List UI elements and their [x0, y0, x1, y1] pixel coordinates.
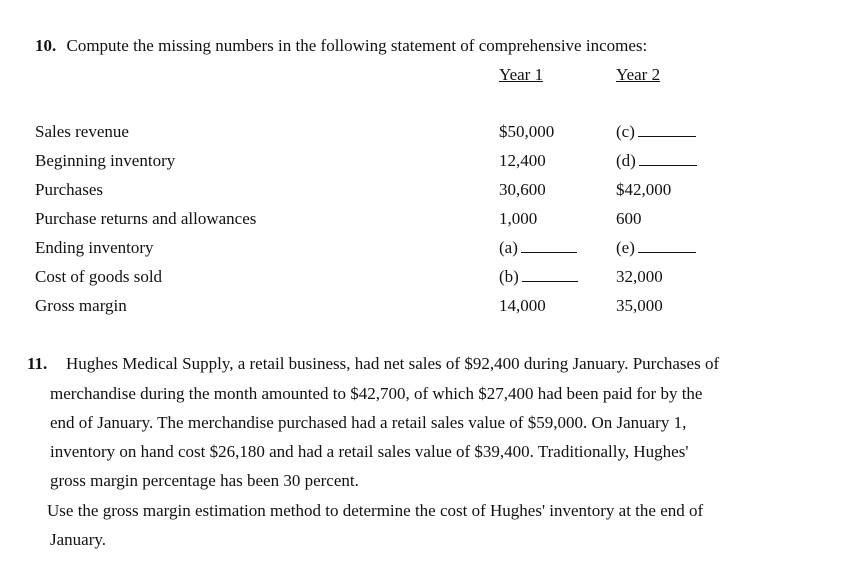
cell-year2-ending-inventory: [616, 238, 696, 258]
question-11-line-5: gross margin percentage has been 30 percent.: [50, 471, 359, 490]
cell-year1-beginning-inventory: 12,400: [499, 151, 546, 170]
row-label-gross-margin: Gross margin: [35, 296, 127, 315]
blank-label-a: (a): [499, 238, 518, 257]
answer-blank-d: [639, 164, 697, 166]
question-11-line-1: Hughes Medical Supply, a retail business, had net sales of $92,400 during January. Purchases of: [66, 354, 720, 373]
cell-year1-ending-inventory: [499, 238, 577, 258]
cell-year2-gross-margin: 35,000: [616, 296, 663, 315]
answer-blank-e: [638, 251, 696, 253]
row-label-cost-of-goods-sold: Cost of goods sold: [35, 267, 163, 286]
question-11-number: 11.: [27, 354, 48, 373]
blank-label-e: (e): [616, 238, 635, 257]
blank-label-d: (d): [616, 151, 636, 170]
question-11-instruction-line-1: Use the gross margin estimation method to determine the cost of Hughes' inventory at the end of: [47, 501, 704, 520]
cell-year1-sales-revenue: $50,000: [499, 122, 555, 141]
row-label-sales-revenue: Sales revenue: [35, 122, 129, 141]
question-11-line-2: merchandise during the month amounted to $42,700, of which $27,400 had been paid for by the: [50, 384, 703, 403]
cell-year1-cost-of-goods-sold: [499, 267, 578, 287]
cell-year2-purchases: $42,000: [616, 180, 672, 199]
cell-year1-purchases: 30,600: [499, 180, 546, 199]
answer-blank-b: [522, 280, 578, 282]
row-label-ending-inventory: Ending inventory: [35, 238, 154, 257]
question-10-header: [35, 36, 647, 56]
column-header-year-1: Year 1: [499, 65, 544, 84]
question-10-number: 10.: [35, 36, 57, 55]
cell-year2-sales-revenue: [616, 122, 696, 142]
row-label-purchases: Purchases: [35, 180, 103, 199]
row-label-purchase-returns: Purchase returns and allowances: [35, 209, 257, 228]
question-11-instruction-line-2: January.: [50, 530, 107, 549]
row-label-beginning-inventory: Beginning inventory: [35, 151, 176, 170]
answer-blank-a: [521, 251, 577, 253]
cell-year1-purchase-returns: 1,000: [499, 209, 538, 228]
blank-label-c: (c): [616, 122, 635, 141]
cell-year2-beginning-inventory: [616, 151, 697, 171]
answer-blank-c: [638, 135, 696, 137]
cell-year2-purchase-returns: 600: [616, 209, 642, 228]
blank-label-b: (b): [499, 267, 519, 286]
question-10-prompt: Compute the missing numbers in the following statement of comprehensive incomes:: [66, 36, 648, 55]
question-11-line-3: end of January. The merchandise purchased had a retail sales value of $59,000. On January 1,: [50, 413, 687, 432]
cell-year1-gross-margin: 14,000: [499, 296, 546, 315]
cell-year2-cost-of-goods-sold: 32,000: [616, 267, 663, 286]
column-header-year-2: Year 2: [616, 65, 661, 84]
question-11-line-4: inventory on hand cost $26,180 and had a retail sales value of $39,400. Traditionally, Hughes': [50, 442, 689, 461]
